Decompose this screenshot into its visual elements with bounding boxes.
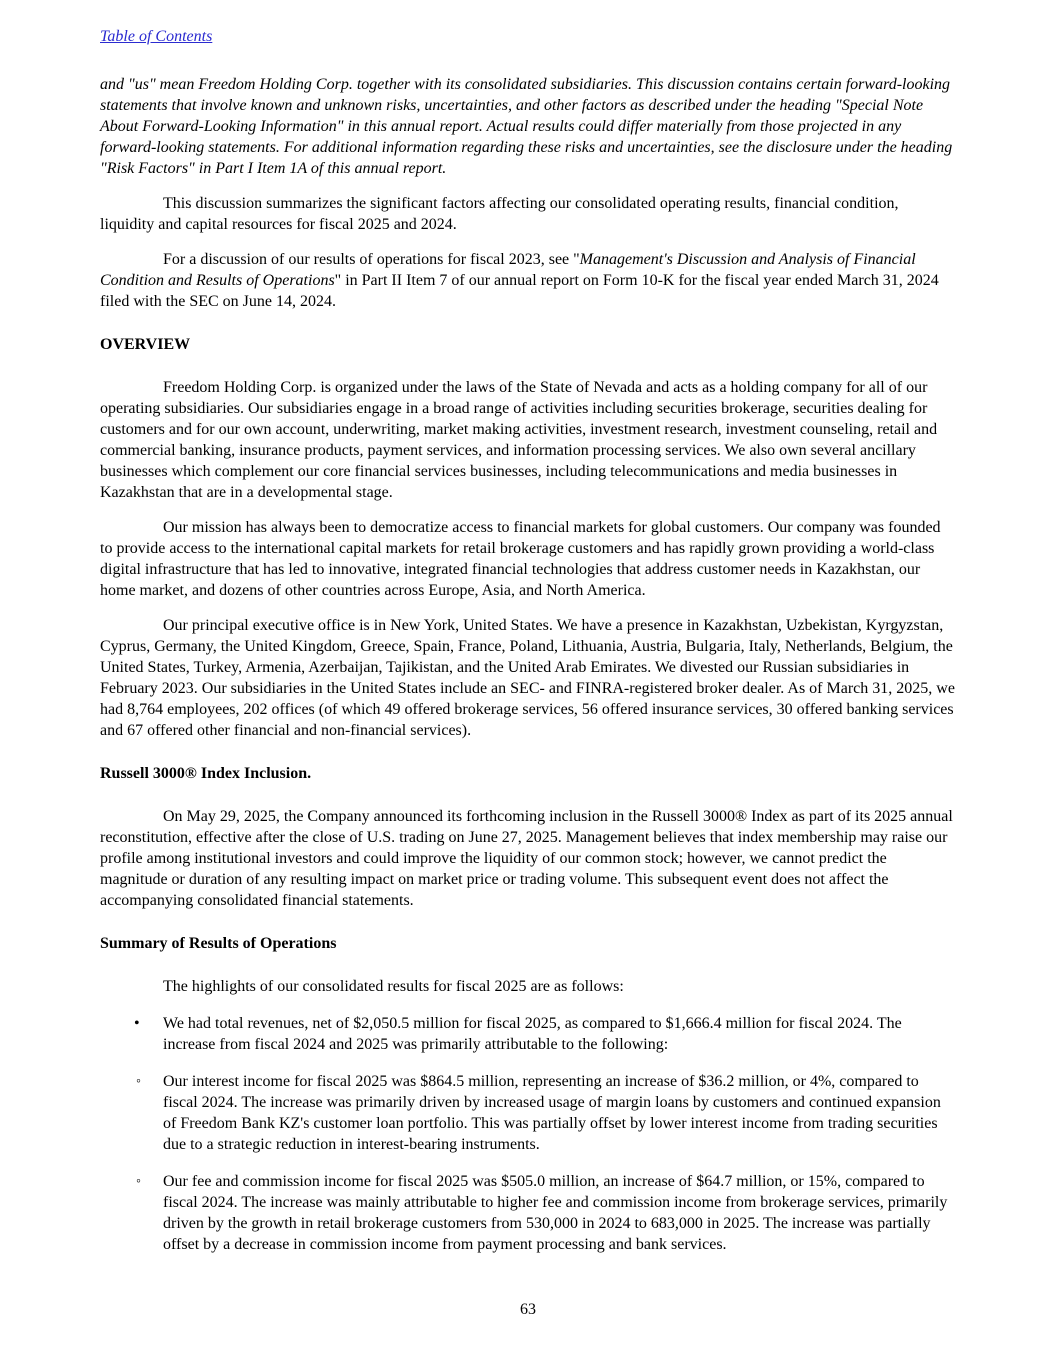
summary-of-results-heading: Summary of Results of Operations xyxy=(100,935,337,952)
page-number: 63 xyxy=(520,1301,536,1318)
paragraph-forward-looking: and "us" mean Freedom Holding Corp. together with its consolidated subsidiaries. This discussion contains certain forward-looking statements that involve known and unknown risks, uncertainties, and other factors as described under the heading "Special Note About Forward-Looking Information" in this annual report. Actual results could differ materially from those projected in any forward-looking statements. For additional information regarding these risks and uncertainties, see the disclosure under the heading "Risk Factors" in Part I Item 1A of this annual report. xyxy=(100,76,953,177)
russell-3000-heading: Russell 3000® Index Inclusion. xyxy=(100,765,312,782)
list-item-text: Our fee and commission income for fiscal 2025 was $505.0 million, an increase of $64.7 million, or 15%, compared to fiscal 2024. The increase was mainly attributable to higher fee and commission income from brokerage services, primarily driven by the growth in retail brokerage customers from 530,000 in 2024 to 683,000 in 2025. The increase was partially offset by a decrease in commission income from payment processing and bank services. xyxy=(163,1173,948,1253)
paragraph-overview-mission: Our mission has always been to democratize access to financial markets for global customers. Our company was founded to provide access to the international capital markets for retail brokerage customers and has rapidly grown providing a world-class digital infrastructure that has led to innovative, integrated financial technologies that address customer needs in Kazakhstan, our home market, and dozens of other countries across Europe, Asia, and North America. xyxy=(100,519,941,599)
list-item-text: Our interest income for fiscal 2025 was $864.5 million, representing an increase of $36.2 million, or 4%, compared to fiscal 2024. The increase was primarily driven by increased usage of margin loans by customers and continued expansion of Freedom Bank KZ's customer loan portfolio. This was partially offset by lower interest income from trading securities due to a strategic reduction in interest-bearing instruments. xyxy=(163,1073,941,1153)
paragraph-highlights-intro: The highlights of our consolidated results for fiscal 2025 are as follows: xyxy=(163,978,624,995)
paragraph-fiscal-2023-reference xyxy=(100,249,956,312)
bullet-dot-icon: • xyxy=(134,1015,140,1032)
list-item-fee-commission-income xyxy=(100,1171,956,1255)
paragraph-fiscal-2023-post: " in Part II Item 7 of our annual report on Form 10-K for the fiscal year ended March 31, 2024 filed with the SEC on June 14, 2024. xyxy=(100,272,939,310)
paragraph-russell-3000: On May 29, 2025, the Company announced its forthcoming inclusion in the Russell 3000® Index as part of its 2025 annual reconstitution, effective after the close of U.S. trading on June 27, 2025. Management believes that index membership may raise our profile among institutional investors and could improve the liquidity of our common stock; however, we cannot predict the magnitude or duration of any resulting impact on market price or trading volume. This subsequent event does not affect the accompanying consolidated financial statements. xyxy=(100,808,953,909)
bullet-circle-icon: ◦ xyxy=(136,1174,141,1189)
bullet-circle-icon: ◦ xyxy=(136,1074,141,1089)
paragraph-fiscal-2023-pre: For a discussion of our results of operations for fiscal 2023, see " xyxy=(163,251,580,268)
paragraph-fiscal-2023-italic-title: Management's Discussion and Analysis of Financial Condition and Results of Operations xyxy=(100,251,916,289)
paragraph-overview-organization: Freedom Holding Corp. is organized under the laws of the State of Nevada and acts as a holding company for all of our operating subsidiaries. Our subsidiaries engage in a broad range of activities including securities brokerage, securities dealing for customers and for our own account, underwriting, market making activities, investment research, investment counseling, retail and commercial banking, insurance products, payment services, and information processing services. We also own several ancillary businesses which complement our core financial services businesses, including telecommunications and media businesses in Kazakhstan that are in a developmental stage. xyxy=(100,379,938,501)
list-item-interest-income xyxy=(100,1071,956,1155)
list-item-total-revenues xyxy=(100,1013,956,1055)
table-of-contents-link[interactable]: Table of Contents xyxy=(100,28,213,45)
paragraph-overview-offices: Our principal executive office is in New York, United States. We have a presence in Kazakhstan, Uzbekistan, Kyrgyzstan, Cyprus, Germany, the United Kingdom, Greece, Spain, France, Poland, Lithuania, Austria, Bulgaria, Italy, Netherlands, Belgium, the United States, Turkey, Armenia, Azerbaijan, Tajikistan, and the United Arab Emirates. We divested our Russian subsidiaries in February 2023. Our subsidiaries in the United States include an SEC- and FINRA-registered broker dealer. As of March 31, 2025, we had 8,764 employees, 202 offices (of which 49 offered brokerage services, 56 offered insurance services, 30 offered banking services and 67 offered other financial and non-financial services). xyxy=(100,617,955,739)
list-item-text: We had total revenues, net of $2,050.5 million for fiscal 2025, as compared to $1,666.4 million for fiscal 2024. The increase from fiscal 2024 and 2025 was primarily attributable to the following: xyxy=(163,1015,902,1053)
overview-heading: OVERVIEW xyxy=(100,336,191,353)
paragraph-discussion-summary: This discussion summarizes the significant factors affecting our consolidated operating results, financial condition, liquidity and capital resources for fiscal 2025 and 2024. xyxy=(100,195,899,233)
